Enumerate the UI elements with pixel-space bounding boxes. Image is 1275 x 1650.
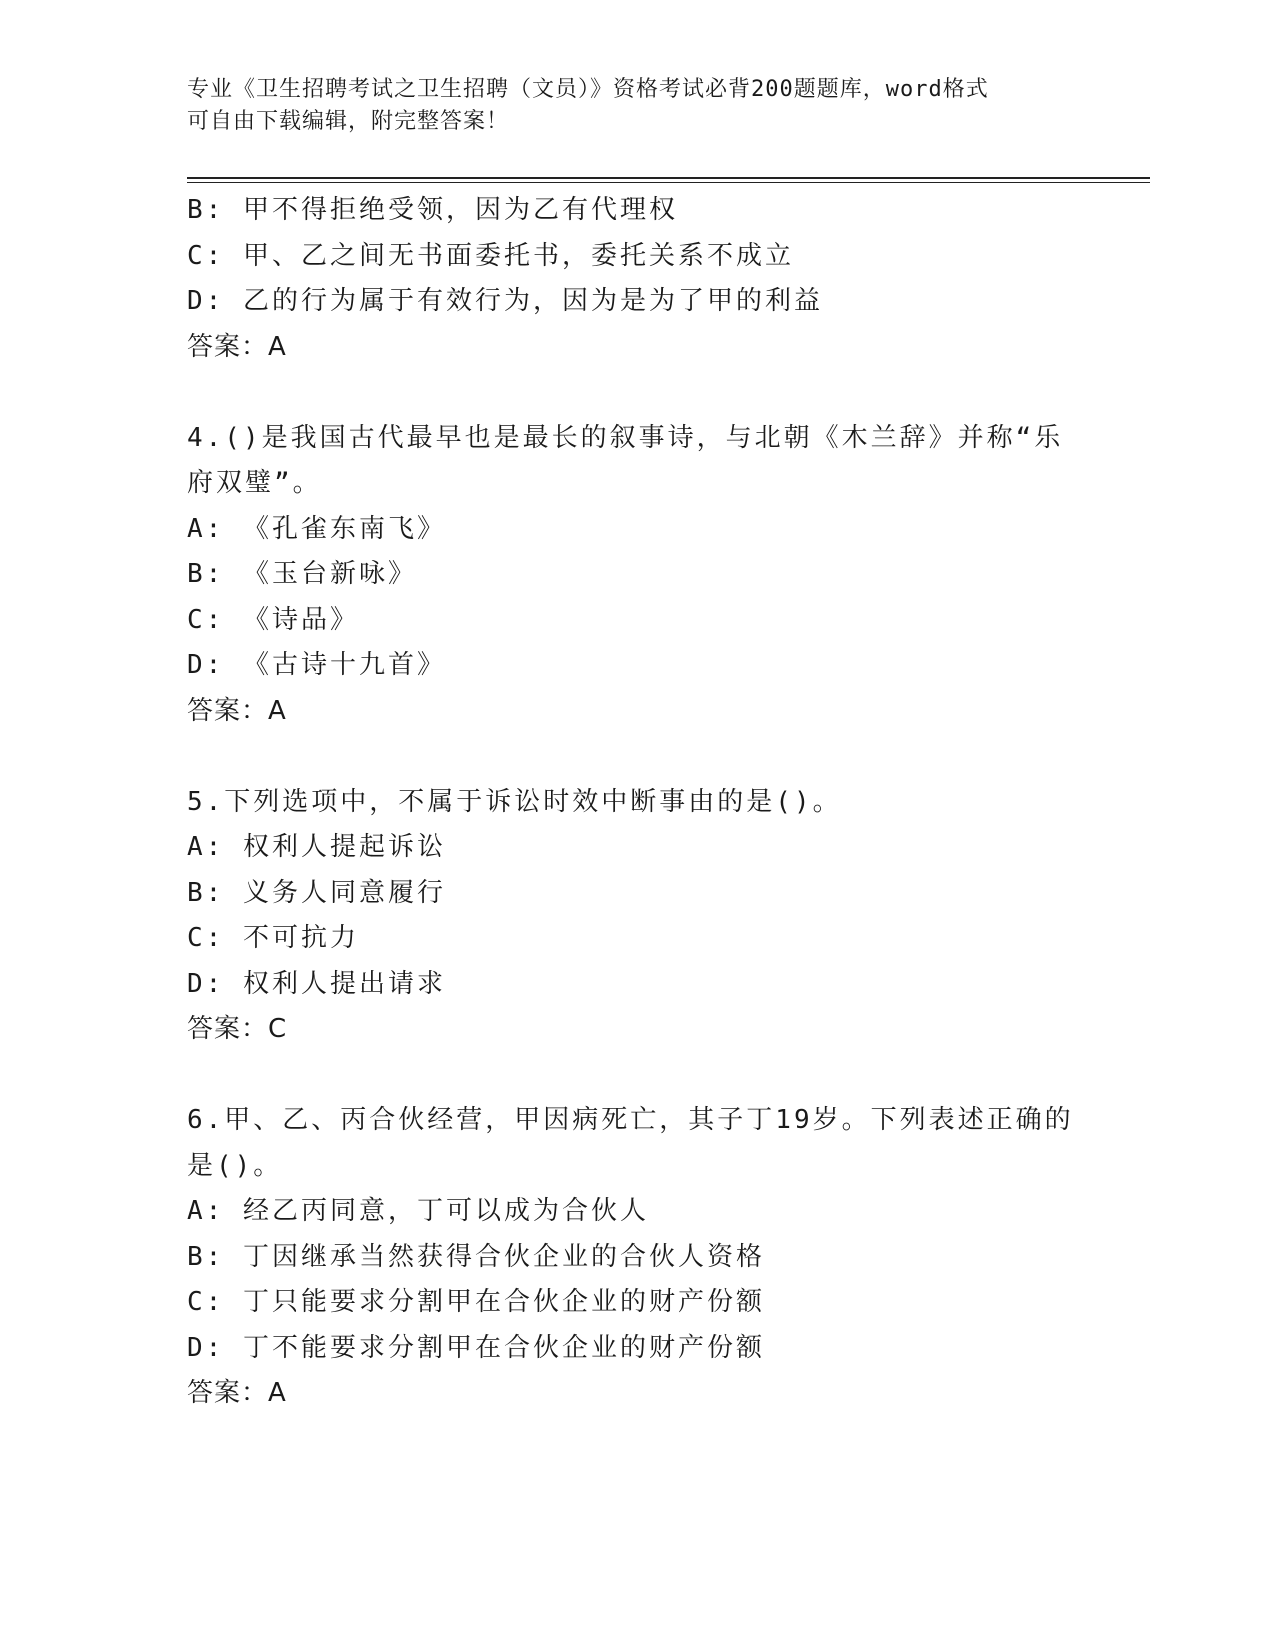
option-d: D: 《古诗十九首》	[187, 650, 446, 680]
question-stem: 6.甲、乙、丙合伙经营，甲因病死亡，其子丁19岁。下列表述正确的	[187, 1105, 1074, 1135]
option-a: A: 经乙丙同意，丁可以成为合伙人	[187, 1196, 649, 1226]
option-b: B: 《玉台新咏》	[187, 559, 417, 589]
option-b: B: 义务人同意履行	[187, 877, 446, 908]
header-divider-thick	[187, 177, 1150, 179]
option-d: D: 乙的行为属于有效行为，因为是为了甲的利益	[187, 286, 823, 316]
option-c: C: 丁只能要求分割甲在合伙企业的财产份额	[187, 1287, 765, 1317]
question-stem-cont: 是()。	[187, 1150, 283, 1181]
option-b: B: 甲不得拒绝受领，因为乙有代理权	[187, 195, 678, 225]
option-c: C: 不可抗力	[187, 923, 359, 953]
document-header	[187, 74, 1087, 138]
header-divider-thin	[187, 182, 1150, 183]
header-title-line-1: 专业《卫生招聘考试之卫生招聘（文员）》资格考试必背200题题库，word格式	[187, 77, 989, 102]
answer: 答案：C	[187, 1014, 288, 1044]
question-stem-cont: 府双璧”。	[187, 468, 322, 498]
answer: 答案：A	[187, 695, 287, 726]
header-title-line-2: 可自由下载编辑，附完整答案！	[187, 109, 510, 134]
option-d: D: 权利人提出请求	[187, 968, 446, 999]
question-5	[187, 780, 1087, 1053]
answer: 答案：A	[187, 1378, 287, 1408]
question-list	[187, 188, 1087, 1417]
question-6	[187, 1098, 1087, 1417]
question-4	[187, 416, 1087, 735]
question-stem: 5.下列选项中，不属于诉讼时效中断事由的是()。	[187, 786, 842, 817]
option-c: C: 甲、乙之间无书面委托书，委托关系不成立	[187, 240, 794, 271]
question-3	[187, 188, 1087, 370]
option-d: D: 丁不能要求分割甲在合伙企业的财产份额	[187, 1332, 765, 1363]
option-a: A: 权利人提起诉讼	[187, 832, 446, 862]
question-stem: 4.()是我国古代最早也是最长的叙事诗，与北朝《木兰辞》并称“乐	[187, 422, 1064, 453]
option-b: B: 丁因继承当然获得合伙企业的合伙人资格	[187, 1241, 765, 1272]
option-a: A: 《孔雀东南飞》	[187, 513, 446, 544]
answer: 答案：A	[187, 331, 287, 362]
option-c: C: 《诗品》	[187, 604, 359, 635]
